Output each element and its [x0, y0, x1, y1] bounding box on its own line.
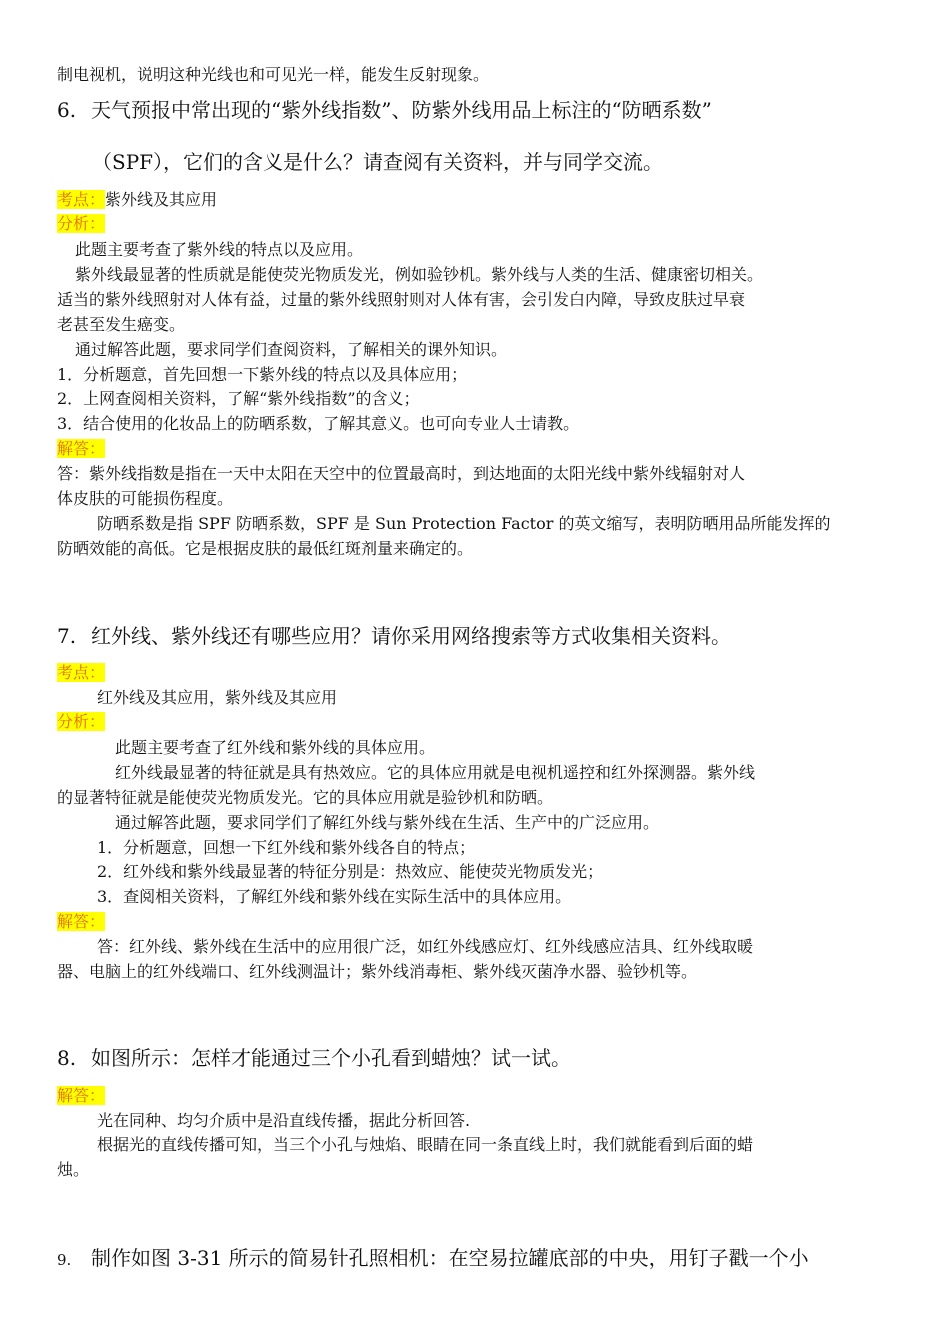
question-text: 天气预报中常出现的“紫外线指数”、防紫外线用品上标注的“防晒系数”: [91, 98, 712, 122]
analysis-line: 的显著特征就是能使荧光物质发光。它的具体应用就是验钞机和防晒。: [57, 788, 554, 807]
fenxi-label: 分析：: [57, 712, 106, 731]
question-6: [57, 96, 907, 124]
question-text: 红外线、紫外线还有哪些应用？请你采用网络搜索等方式收集相关资料。: [91, 624, 731, 648]
answer-line: 防晒系数是指 SPF 防晒系数，SPF 是 Sun Protection Factor 的英文缩写，表明防晒用品所能发挥的: [97, 514, 831, 533]
continued-text: 制电视机，说明这种光线也和可见光一样，能发生反射现象。: [57, 65, 490, 84]
analysis-step: 2．上网查阅相关资料，了解“紫外线指数”的含义；: [57, 389, 420, 408]
question-number: 8.: [57, 1046, 77, 1070]
jieda-label: 解答：: [57, 912, 106, 931]
jieda-row: [57, 437, 897, 461]
question-7: [57, 622, 907, 650]
analysis-step: 3．查阅相关资料，了解红外线和紫外线在实际生活中的具体应用。: [97, 887, 572, 906]
kaodian-row: [57, 661, 897, 685]
analysis-line: 通过解答此题，要求同学们查阅资料，了解相关的课外知识。: [75, 340, 508, 359]
answer-line: 答：紫外线指数是指在一天中太阳在天空中的位置最高时，到达地面的太阳光线中紫外线辐射对人: [57, 464, 746, 483]
answer-line: 防晒效能的高低。它是根据皮肤的最低红斑剂量来确定的。: [57, 539, 474, 558]
analysis-step: 1．分析题意，首先回想一下紫外线的特点以及具体应用；: [57, 365, 468, 384]
kaodian-row: [57, 188, 897, 212]
analysis-line: 适当的紫外线照射对人体有益，过量的紫外线照射则对人体有害，会引发白内障，导致皮肤过早衰: [57, 290, 746, 309]
analysis-step: 1．分析题意，回想一下红外线和紫外线各自的特点；: [97, 838, 476, 857]
analysis-step: 3．结合使用的化妆品上的防晒系数，了解其意义。也可向专业人士请教。: [57, 414, 580, 433]
kaodian-label: 考点：: [57, 190, 106, 209]
question-number: 7.: [57, 624, 77, 648]
question-9: [57, 1244, 907, 1274]
jieda-label: 解答：: [57, 1086, 106, 1105]
analysis-line: 老甚至发生癌变。: [57, 315, 186, 334]
answer-line: 光在同种、均匀介质中是沿直线传播，据此分析回答.: [97, 1111, 471, 1130]
analysis-line: 此题主要考查了紫外线的特点以及应用。: [75, 240, 364, 259]
jieda-row: [57, 910, 897, 934]
analysis-line: 此题主要考查了红外线和紫外线的具体应用。: [115, 738, 436, 757]
analysis-line: 通过解答此题，要求同学们了解红外线与紫外线在生活、生产中的广泛应用。: [115, 813, 660, 832]
answer-line: 体皮肤的可能损伤程度。: [57, 489, 234, 508]
question-text: 如图所示：怎样才能通过三个小孔看到蜡烛？试一试。: [91, 1046, 571, 1070]
question-8: [57, 1044, 907, 1072]
fenxi-row: [57, 212, 897, 236]
answer-line: 根据光的直线传播可知，当三个小孔与烛焰、眼睛在同一条直线上时，我们就能看到后面的蜡: [97, 1135, 754, 1154]
question-number: 9.: [57, 1251, 72, 1269]
question-number: 6.: [57, 98, 77, 122]
question-text: 制作如图 3-31 所示的简易针孔照相机：在空易拉罐底部的中央，用钉子戳一个小: [91, 1246, 809, 1270]
kaodian-text: 紫外线及其应用: [105, 190, 218, 209]
jieda-row: [57, 1084, 897, 1108]
fenxi-row: [57, 710, 897, 734]
analysis-step: 2．红外线和紫外线最显著的特征分别是：热效应、能使荧光物质发光；: [97, 862, 604, 881]
answer-line: 器、电脑上的红外线端口、红外线测温计；紫外线消毒柜、紫外线灭菌净水器、验钞机等。: [57, 962, 698, 981]
fenxi-label: 分析：: [57, 214, 106, 233]
analysis-line: 红外线最显著的特征就是具有热效应。它的具体应用就是电视机遥控和红外探测器。紫外线: [115, 763, 756, 782]
question-6-continued: （SPF），它们的含义是什么？请查阅有关资料，并与同学交流。: [92, 150, 664, 174]
analysis-line: 紫外线最显著的性质就是能使荧光物质发光，例如验钞机。紫外线与人类的生活、健康密切相关。: [75, 265, 764, 284]
kaodian-text: 红外线及其应用，紫外线及其应用: [97, 688, 338, 707]
answer-line: 烛。: [57, 1160, 90, 1179]
kaodian-label: 考点：: [57, 663, 106, 682]
jieda-label: 解答：: [57, 439, 106, 458]
answer-line: 答：红外线、紫外线在生活中的应用很广泛，如红外线感应灯、红外线感应洁具、红外线取暖: [97, 937, 754, 956]
